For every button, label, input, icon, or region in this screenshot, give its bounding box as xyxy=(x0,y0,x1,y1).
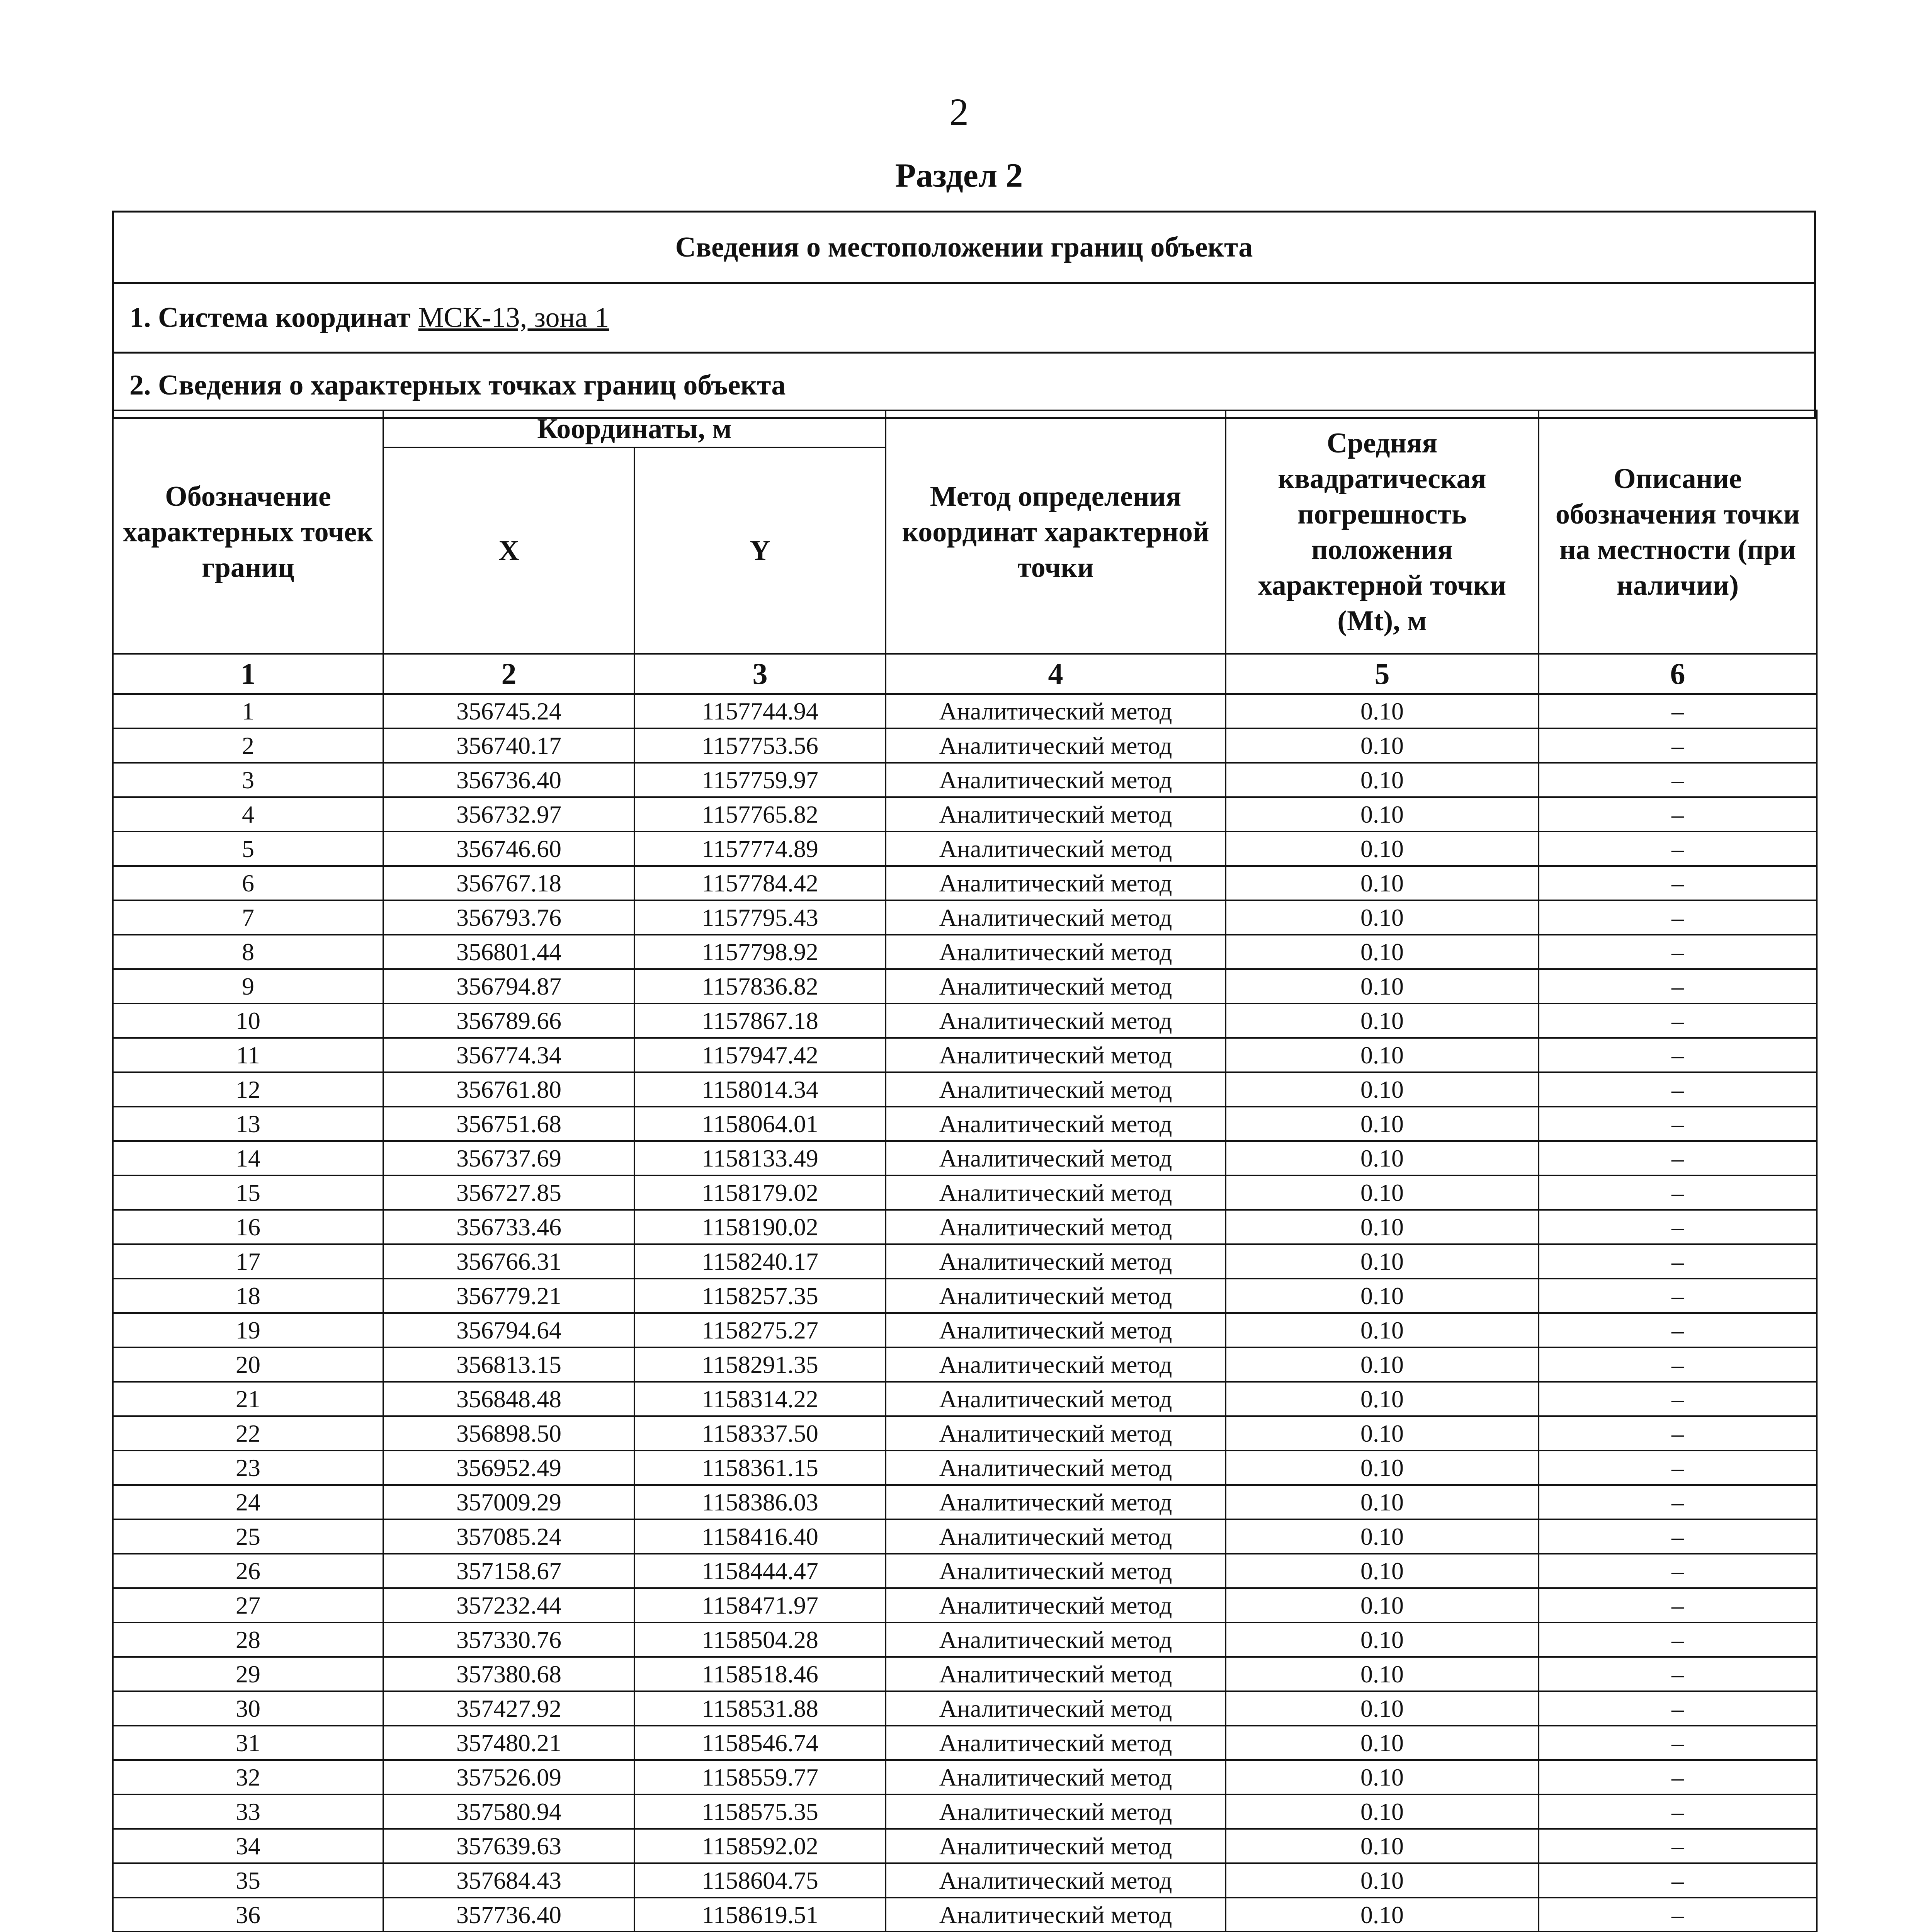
method-cell: Аналитический метод xyxy=(886,1038,1226,1072)
method-cell: Аналитический метод xyxy=(886,969,1226,1003)
y-coordinate-cell: 1158361.15 xyxy=(634,1451,886,1485)
table-row xyxy=(113,1726,1817,1760)
description-cell: – xyxy=(1539,1794,1817,1829)
table-row xyxy=(113,1382,1817,1416)
x-coordinate-cell: 357085.24 xyxy=(383,1519,634,1554)
point-number-cell: 8 xyxy=(113,935,383,969)
error-cell: 0.10 xyxy=(1226,1279,1539,1313)
header-y: Y xyxy=(634,447,886,654)
point-number-cell: 2 xyxy=(113,728,383,763)
x-coordinate-cell: 356736.40 xyxy=(383,763,634,797)
x-coordinate-cell: 356779.21 xyxy=(383,1279,634,1313)
method-cell: Аналитический метод xyxy=(886,1588,1226,1622)
method-cell: Аналитический метод xyxy=(886,1141,1226,1175)
table-row xyxy=(113,728,1817,763)
method-cell: Аналитический метод xyxy=(886,1863,1226,1898)
point-number-cell: 15 xyxy=(113,1175,383,1210)
method-cell: Аналитический метод xyxy=(886,728,1226,763)
error-cell: 0.10 xyxy=(1226,1416,1539,1451)
y-coordinate-cell: 1157765.82 xyxy=(634,797,886,832)
y-coordinate-cell: 1157836.82 xyxy=(634,969,886,1003)
table-row xyxy=(113,1622,1817,1657)
table-row xyxy=(113,1072,1817,1107)
x-coordinate-cell: 356813.15 xyxy=(383,1347,634,1382)
x-coordinate-cell: 356733.46 xyxy=(383,1210,634,1244)
y-coordinate-cell: 1158257.35 xyxy=(634,1279,886,1313)
table-row xyxy=(113,866,1817,900)
method-cell: Аналитический метод xyxy=(886,1829,1226,1863)
method-cell: Аналитический метод xyxy=(886,1554,1226,1588)
method-cell: Аналитический метод xyxy=(886,1622,1226,1657)
point-number-cell: 31 xyxy=(113,1726,383,1760)
header-method: Метод определения координат характерной точки xyxy=(886,410,1226,654)
table-row xyxy=(113,1691,1817,1726)
description-cell: – xyxy=(1539,1485,1817,1519)
point-number-cell: 32 xyxy=(113,1760,383,1794)
point-number-cell: 22 xyxy=(113,1416,383,1451)
column-number: 3 xyxy=(634,654,886,694)
description-cell: – xyxy=(1539,763,1817,797)
description-cell: – xyxy=(1539,969,1817,1003)
error-cell: 0.10 xyxy=(1226,1726,1539,1760)
header-point: Обозначение характерных точек границ xyxy=(113,410,383,654)
column-number: 2 xyxy=(383,654,634,694)
y-coordinate-cell: 1158064.01 xyxy=(634,1107,886,1141)
y-coordinate-cell: 1158518.46 xyxy=(634,1657,886,1691)
point-number-cell: 3 xyxy=(113,763,383,797)
point-number-cell: 35 xyxy=(113,1863,383,1898)
method-cell: Аналитический метод xyxy=(886,1347,1226,1382)
x-coordinate-cell: 357330.76 xyxy=(383,1622,634,1657)
point-number-cell: 6 xyxy=(113,866,383,900)
x-coordinate-cell: 356740.17 xyxy=(383,728,634,763)
table-row xyxy=(113,969,1817,1003)
description-cell: – xyxy=(1539,1175,1817,1210)
error-cell: 0.10 xyxy=(1226,1794,1539,1829)
table-row xyxy=(113,1003,1817,1038)
y-coordinate-cell: 1157753.56 xyxy=(634,728,886,763)
error-cell: 0.10 xyxy=(1226,969,1539,1003)
boundary-points-table xyxy=(112,410,1818,1932)
error-cell: 0.10 xyxy=(1226,1622,1539,1657)
method-cell: Аналитический метод xyxy=(886,1107,1226,1141)
y-coordinate-cell: 1157759.97 xyxy=(634,763,886,797)
x-coordinate-cell: 356746.60 xyxy=(383,832,634,866)
description-cell: – xyxy=(1539,1622,1817,1657)
y-coordinate-cell: 1157795.43 xyxy=(634,900,886,935)
table-row xyxy=(113,797,1817,832)
error-cell: 0.10 xyxy=(1226,1451,1539,1485)
point-number-cell: 5 xyxy=(113,832,383,866)
y-coordinate-cell: 1158240.17 xyxy=(634,1244,886,1279)
description-cell: – xyxy=(1539,1347,1817,1382)
table-row xyxy=(113,1210,1817,1244)
description-cell: – xyxy=(1539,1451,1817,1485)
x-coordinate-cell: 356732.97 xyxy=(383,797,634,832)
description-cell: – xyxy=(1539,1003,1817,1038)
description-cell: – xyxy=(1539,1691,1817,1726)
y-coordinate-cell: 1158275.27 xyxy=(634,1313,886,1347)
table-row xyxy=(113,763,1817,797)
description-cell: – xyxy=(1539,1726,1817,1760)
method-cell: Аналитический метод xyxy=(886,797,1226,832)
point-number-cell: 34 xyxy=(113,1829,383,1863)
description-cell: – xyxy=(1539,1210,1817,1244)
table-row xyxy=(113,1175,1817,1210)
error-cell: 0.10 xyxy=(1226,1141,1539,1175)
error-cell: 0.10 xyxy=(1226,1898,1539,1932)
error-cell: 0.10 xyxy=(1226,1072,1539,1107)
error-cell: 0.10 xyxy=(1226,763,1539,797)
y-coordinate-cell: 1158504.28 xyxy=(634,1622,886,1657)
point-number-cell: 16 xyxy=(113,1210,383,1244)
description-cell: – xyxy=(1539,1554,1817,1588)
y-coordinate-cell: 1158471.97 xyxy=(634,1588,886,1622)
header-error: Средняя квадратическая погрешность положения характерной точки (Mt), м xyxy=(1226,410,1539,654)
method-cell: Аналитический метод xyxy=(886,1760,1226,1794)
point-number-cell: 9 xyxy=(113,969,383,1003)
method-cell: Аналитический метод xyxy=(886,1279,1226,1313)
section-title: Раздел 2 xyxy=(895,157,1023,194)
method-cell: Аналитический метод xyxy=(886,1519,1226,1554)
description-cell: – xyxy=(1539,900,1817,935)
point-number-cell: 27 xyxy=(113,1588,383,1622)
x-coordinate-cell: 356767.18 xyxy=(383,866,634,900)
description-cell: – xyxy=(1539,797,1817,832)
error-cell: 0.10 xyxy=(1226,728,1539,763)
table-row xyxy=(113,1898,1817,1932)
point-number-cell: 1 xyxy=(113,694,383,728)
description-cell: – xyxy=(1539,1072,1817,1107)
x-coordinate-cell: 357427.92 xyxy=(383,1691,634,1726)
error-cell: 0.10 xyxy=(1226,1210,1539,1244)
point-number-cell: 11 xyxy=(113,1038,383,1072)
y-coordinate-cell: 1158179.02 xyxy=(634,1175,886,1210)
description-cell: – xyxy=(1539,1279,1817,1313)
method-cell: Аналитический метод xyxy=(886,1003,1226,1038)
description-cell: – xyxy=(1539,1141,1817,1175)
table-row xyxy=(113,1829,1817,1863)
method-cell: Аналитический метод xyxy=(886,1382,1226,1416)
method-cell: Аналитический метод xyxy=(886,1691,1226,1726)
error-cell: 0.10 xyxy=(1226,1382,1539,1416)
coordinate-system-label: 1. Система координат xyxy=(129,302,411,333)
point-number-cell: 24 xyxy=(113,1485,383,1519)
error-cell: 0.10 xyxy=(1226,1175,1539,1210)
error-cell: 0.10 xyxy=(1226,832,1539,866)
description-cell: – xyxy=(1539,1657,1817,1691)
method-cell: Аналитический метод xyxy=(886,935,1226,969)
method-cell: Аналитический метод xyxy=(886,1657,1226,1691)
point-number-cell: 17 xyxy=(113,1244,383,1279)
header-description: Описание обозначения точки на местности (при наличии) xyxy=(1539,410,1817,654)
y-coordinate-cell: 1158133.49 xyxy=(634,1141,886,1175)
table-row xyxy=(113,1451,1817,1485)
y-coordinate-cell: 1157744.94 xyxy=(634,694,886,728)
method-cell: Аналитический метод xyxy=(886,1416,1226,1451)
description-cell: – xyxy=(1539,1760,1817,1794)
error-cell: 0.10 xyxy=(1226,1863,1539,1898)
x-coordinate-cell: 357639.63 xyxy=(383,1829,634,1863)
error-cell: 0.10 xyxy=(1226,1829,1539,1863)
x-coordinate-cell: 357158.67 xyxy=(383,1554,634,1588)
method-cell: Аналитический метод xyxy=(886,1451,1226,1485)
point-number-cell: 30 xyxy=(113,1691,383,1726)
x-coordinate-cell: 357684.43 xyxy=(383,1863,634,1898)
error-cell: 0.10 xyxy=(1226,694,1539,728)
y-coordinate-cell: 1158386.03 xyxy=(634,1485,886,1519)
x-coordinate-cell: 356794.64 xyxy=(383,1313,634,1347)
y-coordinate-cell: 1158546.74 xyxy=(634,1726,886,1760)
method-cell: Аналитический метод xyxy=(886,1210,1226,1244)
y-coordinate-cell: 1158291.35 xyxy=(634,1347,886,1382)
x-coordinate-cell: 356727.85 xyxy=(383,1175,634,1210)
column-number: 6 xyxy=(1539,654,1817,694)
page-number: 2 xyxy=(949,90,969,133)
error-cell: 0.10 xyxy=(1226,1691,1539,1726)
error-cell: 0.10 xyxy=(1226,1244,1539,1279)
method-cell: Аналитический метод xyxy=(886,1072,1226,1107)
error-cell: 0.10 xyxy=(1226,1657,1539,1691)
column-number: 5 xyxy=(1226,654,1539,694)
x-coordinate-cell: 356737.69 xyxy=(383,1141,634,1175)
point-number-cell: 12 xyxy=(113,1072,383,1107)
point-number-cell: 18 xyxy=(113,1279,383,1313)
point-number-cell: 21 xyxy=(113,1382,383,1416)
y-coordinate-cell: 1158337.50 xyxy=(634,1416,886,1451)
method-cell: Аналитический метод xyxy=(886,1244,1226,1279)
x-coordinate-cell: 357580.94 xyxy=(383,1794,634,1829)
table-row xyxy=(113,1863,1817,1898)
x-coordinate-cell: 356761.80 xyxy=(383,1072,634,1107)
y-coordinate-cell: 1157947.42 xyxy=(634,1038,886,1072)
error-cell: 0.10 xyxy=(1226,900,1539,935)
table-row xyxy=(113,1107,1817,1141)
table-row xyxy=(113,1519,1817,1554)
point-number-cell: 29 xyxy=(113,1657,383,1691)
point-number-cell: 4 xyxy=(113,797,383,832)
table-row xyxy=(113,1760,1817,1794)
x-coordinate-cell: 357380.68 xyxy=(383,1657,634,1691)
table-row xyxy=(113,1244,1817,1279)
x-coordinate-cell: 356848.48 xyxy=(383,1382,634,1416)
x-coordinate-cell: 357232.44 xyxy=(383,1588,634,1622)
error-cell: 0.10 xyxy=(1226,1107,1539,1141)
description-cell: – xyxy=(1539,1107,1817,1141)
description-cell: – xyxy=(1539,1416,1817,1451)
point-number-cell: 33 xyxy=(113,1794,383,1829)
column-number: 1 xyxy=(113,654,383,694)
description-cell: – xyxy=(1539,832,1817,866)
description-cell: – xyxy=(1539,1829,1817,1863)
x-coordinate-cell: 356751.68 xyxy=(383,1107,634,1141)
coordinate-system-row xyxy=(114,284,1814,354)
method-cell: Аналитический метод xyxy=(886,1794,1226,1829)
x-coordinate-cell: 356793.76 xyxy=(383,900,634,935)
y-coordinate-cell: 1158444.47 xyxy=(634,1554,886,1588)
error-cell: 0.10 xyxy=(1226,1588,1539,1622)
description-cell: – xyxy=(1539,1898,1817,1932)
x-coordinate-cell: 357736.40 xyxy=(383,1898,634,1932)
method-cell: Аналитический метод xyxy=(886,1313,1226,1347)
error-cell: 0.10 xyxy=(1226,1313,1539,1347)
point-number-cell: 26 xyxy=(113,1554,383,1588)
table-row xyxy=(113,1347,1817,1382)
header-coordinates: Координаты, м xyxy=(383,410,886,447)
y-coordinate-cell: 1158314.22 xyxy=(634,1382,886,1416)
method-cell: Аналитический метод xyxy=(886,1485,1226,1519)
y-coordinate-cell: 1158531.88 xyxy=(634,1691,886,1726)
x-coordinate-cell: 356766.31 xyxy=(383,1244,634,1279)
error-cell: 0.10 xyxy=(1226,1347,1539,1382)
description-cell: – xyxy=(1539,866,1817,900)
method-cell: Аналитический метод xyxy=(886,1175,1226,1210)
y-coordinate-cell: 1157867.18 xyxy=(634,1003,886,1038)
description-cell: – xyxy=(1539,1863,1817,1898)
points-info-label: 2. Сведения о характерных точках границ объекта xyxy=(129,369,786,401)
method-cell: Аналитический метод xyxy=(886,694,1226,728)
method-cell: Аналитический метод xyxy=(886,763,1226,797)
y-coordinate-cell: 1158014.34 xyxy=(634,1072,886,1107)
point-number-cell: 23 xyxy=(113,1451,383,1485)
x-coordinate-cell: 356774.34 xyxy=(383,1038,634,1072)
method-cell: Аналитический метод xyxy=(886,1726,1226,1760)
x-coordinate-cell: 357009.29 xyxy=(383,1485,634,1519)
y-coordinate-cell: 1158416.40 xyxy=(634,1519,886,1554)
description-cell: – xyxy=(1539,1244,1817,1279)
description-cell: – xyxy=(1539,1038,1817,1072)
table-row xyxy=(113,1038,1817,1072)
error-cell: 0.10 xyxy=(1226,1554,1539,1588)
point-number-cell: 20 xyxy=(113,1347,383,1382)
table-row xyxy=(113,1416,1817,1451)
error-cell: 0.10 xyxy=(1226,1760,1539,1794)
y-coordinate-cell: 1157774.89 xyxy=(634,832,886,866)
point-number-cell: 7 xyxy=(113,900,383,935)
x-coordinate-cell: 357480.21 xyxy=(383,1726,634,1760)
point-number-cell: 19 xyxy=(113,1313,383,1347)
table-row xyxy=(113,1554,1817,1588)
table-row xyxy=(113,900,1817,935)
method-cell: Аналитический метод xyxy=(886,832,1226,866)
info-title: Сведения о местоположении границ объекта xyxy=(114,213,1814,284)
x-coordinate-cell: 356745.24 xyxy=(383,694,634,728)
error-cell: 0.10 xyxy=(1226,1485,1539,1519)
y-coordinate-cell: 1157784.42 xyxy=(634,866,886,900)
table-row xyxy=(113,1279,1817,1313)
description-cell: – xyxy=(1539,1313,1817,1347)
x-coordinate-cell: 356898.50 xyxy=(383,1416,634,1451)
error-cell: 0.10 xyxy=(1226,866,1539,900)
error-cell: 0.10 xyxy=(1226,797,1539,832)
y-coordinate-cell: 1157798.92 xyxy=(634,935,886,969)
error-cell: 0.10 xyxy=(1226,1003,1539,1038)
x-coordinate-cell: 356794.87 xyxy=(383,969,634,1003)
point-number-cell: 10 xyxy=(113,1003,383,1038)
table-row xyxy=(113,1588,1817,1622)
description-cell: – xyxy=(1539,1382,1817,1416)
table-row xyxy=(113,1141,1817,1175)
table-row xyxy=(113,935,1817,969)
method-cell: Аналитический метод xyxy=(886,1898,1226,1932)
column-number: 4 xyxy=(886,654,1226,694)
error-cell: 0.10 xyxy=(1226,1038,1539,1072)
y-coordinate-cell: 1158559.77 xyxy=(634,1760,886,1794)
description-cell: – xyxy=(1539,1588,1817,1622)
x-coordinate-cell: 356789.66 xyxy=(383,1003,634,1038)
x-coordinate-cell: 356801.44 xyxy=(383,935,634,969)
table-body xyxy=(113,694,1817,1932)
description-cell: – xyxy=(1539,935,1817,969)
y-coordinate-cell: 1158604.75 xyxy=(634,1863,886,1898)
table-row xyxy=(113,1485,1817,1519)
method-cell: Аналитический метод xyxy=(886,900,1226,935)
header-x: X xyxy=(383,447,634,654)
x-coordinate-cell: 356952.49 xyxy=(383,1451,634,1485)
table-row xyxy=(113,1794,1817,1829)
point-number-cell: 13 xyxy=(113,1107,383,1141)
y-coordinate-cell: 1158619.51 xyxy=(634,1898,886,1932)
point-number-cell: 14 xyxy=(113,1141,383,1175)
point-number-cell: 25 xyxy=(113,1519,383,1554)
y-coordinate-cell: 1158592.02 xyxy=(634,1829,886,1863)
point-number-cell: 28 xyxy=(113,1622,383,1657)
error-cell: 0.10 xyxy=(1226,935,1539,969)
y-coordinate-cell: 1158575.35 xyxy=(634,1794,886,1829)
coordinate-system-value: МСК-13, зона 1 xyxy=(418,302,609,333)
table-row xyxy=(113,1313,1817,1347)
table-row xyxy=(113,694,1817,728)
description-cell: – xyxy=(1539,1519,1817,1554)
table-row xyxy=(113,1657,1817,1691)
method-cell: Аналитический метод xyxy=(886,866,1226,900)
object-info-box xyxy=(112,211,1816,419)
x-coordinate-cell: 357526.09 xyxy=(383,1760,634,1794)
error-cell: 0.10 xyxy=(1226,1519,1539,1554)
description-cell: – xyxy=(1539,728,1817,763)
description-cell: – xyxy=(1539,694,1817,728)
y-coordinate-cell: 1158190.02 xyxy=(634,1210,886,1244)
point-number-cell: 36 xyxy=(113,1898,383,1932)
table-row xyxy=(113,832,1817,866)
